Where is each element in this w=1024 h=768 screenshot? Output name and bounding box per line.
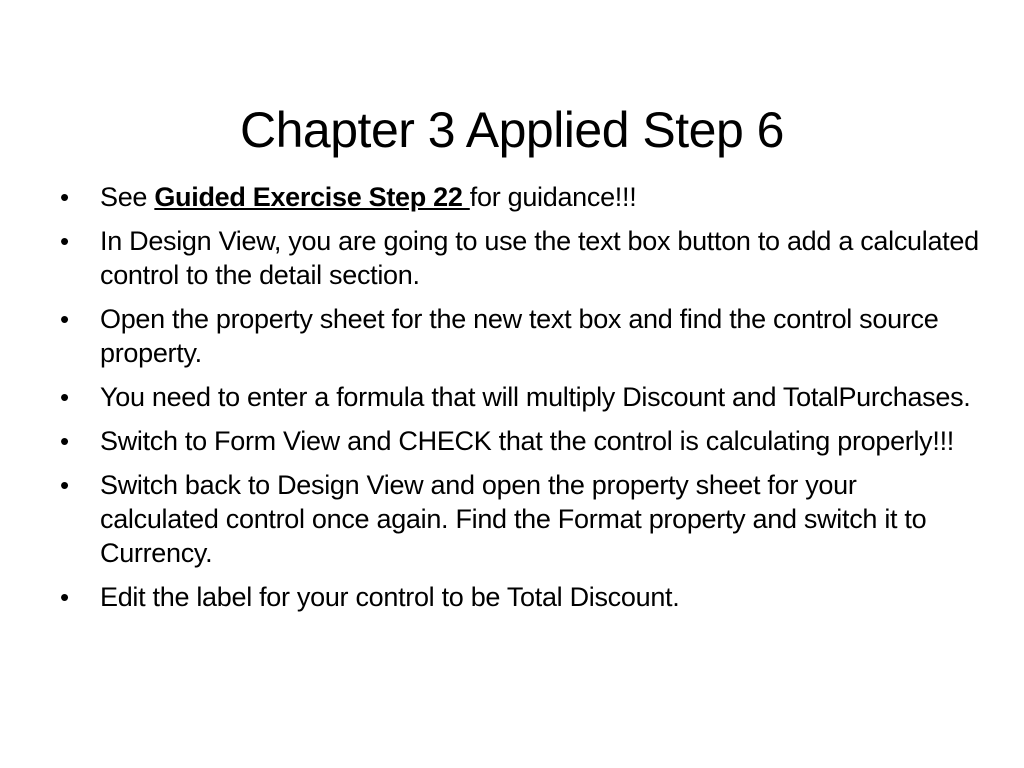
bullet-text: Edit the label for your control to be Total Discount. (100, 582, 680, 612)
slide-title: Chapter 3 Applied Step 6 (240, 101, 784, 158)
bullet-icon: • (60, 582, 69, 612)
bullet-icon: • (60, 304, 69, 334)
bullet-text-prefix: See (100, 182, 155, 212)
bullet-item (60, 580, 980, 614)
guided-exercise-link[interactable]: Guided Exercise Step 22 (154, 182, 470, 212)
bullet-item (60, 380, 980, 414)
bullet-item (60, 424, 980, 458)
bullet-icon: • (60, 182, 69, 212)
bullet-icon: • (60, 382, 69, 412)
bullet-item (60, 180, 980, 214)
bullet-list (60, 180, 980, 624)
bullet-item (60, 224, 980, 292)
bullet-item (60, 468, 980, 570)
bullet-text: In Design View, you are going to use the text box button to add a calculated control to the detail section. (100, 226, 979, 290)
bullet-text: Switch to Form View and CHECK that the control is calculating properly!!! (100, 426, 954, 456)
bullet-icon: • (60, 426, 69, 456)
bullet-item (60, 302, 980, 370)
bullet-text: Open the property sheet for the new text box and find the control source property. (100, 304, 939, 368)
bullet-text: Switch back to Design View and open the property sheet for your calculated control once again. Find the Format property and switch it to Currency. (100, 470, 927, 568)
bullet-text-suffix: for guidance!!! (469, 182, 637, 212)
bullet-icon: • (60, 470, 69, 500)
bullet-text: You need to enter a formula that will multiply Discount and TotalPurchases. (100, 382, 971, 412)
bullet-icon: • (60, 226, 69, 256)
